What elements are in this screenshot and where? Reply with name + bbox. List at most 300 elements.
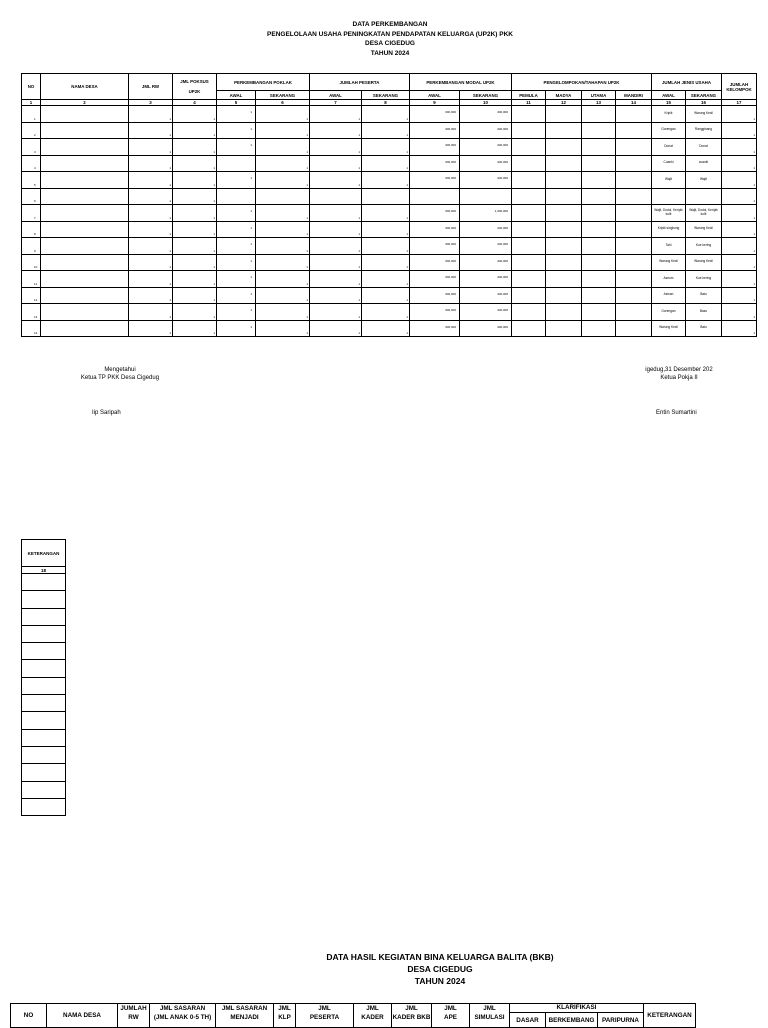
cell-jumlah-kelompok: 1 xyxy=(753,182,755,187)
keterangan-cell xyxy=(22,798,66,815)
cell-jml-rw: 1 xyxy=(169,232,171,236)
table-cell xyxy=(129,122,173,139)
cell-jml-rw: 1 xyxy=(169,149,171,154)
sub-madya: MADYA xyxy=(546,91,582,100)
bkb-header-klasifikasi: KLARIFIKASI xyxy=(510,1004,644,1013)
table-cell xyxy=(460,155,512,172)
table-cell xyxy=(686,155,722,172)
table-cell xyxy=(217,287,256,304)
table-cell xyxy=(217,155,256,172)
table-cell xyxy=(652,238,686,255)
table-cell xyxy=(129,271,173,288)
cell-peserta-sekarang: 1 xyxy=(406,182,408,187)
cell-modal-awal: 300,000 xyxy=(445,225,456,230)
table-cell xyxy=(722,205,757,222)
table-cell xyxy=(410,271,460,288)
table-cell xyxy=(546,106,582,123)
cell-modal-sekarang: 400,000 xyxy=(497,176,508,180)
table-cell xyxy=(460,106,512,123)
table-cell xyxy=(310,205,362,222)
sub-sekarang: SEKARANG xyxy=(460,91,512,100)
table-cell xyxy=(722,122,757,139)
table-cell xyxy=(460,320,512,337)
table-cell xyxy=(256,188,310,205)
table-cell xyxy=(582,106,616,123)
cell-peserta-awal: 1 xyxy=(358,232,360,236)
table-cell xyxy=(722,271,757,288)
table-cell xyxy=(22,155,41,172)
table-cell xyxy=(652,320,686,337)
cell-poklak-sekarang: 1 xyxy=(306,149,308,154)
table-cell xyxy=(173,205,217,222)
cell-jenis-awal: Donat xyxy=(664,143,673,148)
table-cell xyxy=(616,221,652,238)
sub-mandiri: MANDIRI xyxy=(616,91,652,100)
cell-jml-rw: 1 xyxy=(169,248,171,253)
table-cell xyxy=(546,155,582,172)
table-cell xyxy=(546,221,582,238)
table-cell xyxy=(362,155,410,172)
table-cell xyxy=(362,139,410,156)
table-cell xyxy=(129,139,173,156)
table-cell xyxy=(460,238,512,255)
row-number: 8 xyxy=(34,232,36,236)
sig-left-line1: Mengetahui xyxy=(104,367,136,373)
cell-peserta-sekarang: 1 xyxy=(406,166,408,170)
table-cell xyxy=(173,139,217,156)
table-cell xyxy=(722,221,757,238)
table-cell xyxy=(310,122,362,139)
cell-jml-rw: 1 xyxy=(169,314,171,319)
table-row xyxy=(22,221,757,238)
cell-poklak-awal: 1 xyxy=(250,126,252,131)
table-row xyxy=(22,238,757,255)
table-row xyxy=(22,254,757,271)
bkb-header-kader: JML KADER xyxy=(354,1004,392,1028)
table-cell xyxy=(129,155,173,172)
column-number: 11 xyxy=(512,100,546,106)
table-cell xyxy=(512,304,546,321)
sub-awal: AWAL xyxy=(217,91,256,100)
keterangan-row xyxy=(22,712,66,729)
bkb-title-line3: TAHUN 2024 xyxy=(414,976,466,986)
header-jml-rw: JML RW xyxy=(129,74,173,100)
table-cell xyxy=(310,320,362,337)
cell-modal-awal: 300,000 xyxy=(445,308,456,312)
cell-peserta-sekarang: 1 xyxy=(406,331,408,335)
table-cell xyxy=(410,287,460,304)
row-number: 1 xyxy=(34,116,36,121)
cell-modal-awal: 300,000 xyxy=(445,258,456,263)
table-cell xyxy=(310,106,362,123)
table-cell xyxy=(310,271,362,288)
table-cell xyxy=(310,155,362,172)
table-cell xyxy=(616,254,652,271)
table-cell xyxy=(652,106,686,123)
table-cell xyxy=(129,106,173,123)
table-cell xyxy=(616,106,652,123)
table-cell xyxy=(652,188,686,205)
row-number: 14 xyxy=(34,331,38,335)
table-row xyxy=(22,304,757,321)
cell-peserta-awal: 1 xyxy=(358,215,360,220)
table-cell xyxy=(686,122,722,139)
table-cell xyxy=(362,106,410,123)
table-cell xyxy=(310,139,362,156)
cell-jml-poksus: 1 xyxy=(213,248,215,253)
table-cell xyxy=(22,122,41,139)
cell-poklak-awal: 1 xyxy=(250,143,252,147)
cell-modal-sekarang: 400,000 xyxy=(497,308,508,312)
table-cell xyxy=(22,287,41,304)
table-cell xyxy=(722,188,757,205)
table-cell xyxy=(22,320,41,337)
table-cell xyxy=(362,304,410,321)
table-cell xyxy=(616,155,652,172)
cell-modal-sekarang: 400,000 xyxy=(497,159,508,164)
table-cell xyxy=(582,320,616,337)
table-cell xyxy=(582,271,616,288)
row-number: 10 xyxy=(34,265,38,269)
bkb-header-rw: JUMLAH RW xyxy=(118,1004,150,1028)
cell-peserta-sekarang: 1 xyxy=(406,265,408,269)
bkb-header-berkembang: BERKEMBANG xyxy=(546,1013,598,1028)
sub-sekarang: SEKARANG xyxy=(362,91,410,100)
row-number: 12 xyxy=(34,298,38,302)
row-number: 9 xyxy=(34,248,36,253)
cell-poklak-sekarang: 1 xyxy=(306,116,308,121)
table-cell xyxy=(256,304,310,321)
table-cell xyxy=(362,254,410,271)
cell-jml-poksus: 1 xyxy=(213,232,215,236)
cell-jenis-awal: Wajit xyxy=(665,176,672,181)
keterangan-row xyxy=(22,677,66,694)
table-cell xyxy=(410,304,460,321)
keterangan-cell xyxy=(22,712,66,729)
table-cell xyxy=(546,287,582,304)
table-cell xyxy=(652,205,686,222)
cell-peserta-awal: 1 xyxy=(358,182,360,187)
cell-jenis-awal: Gorengan xyxy=(661,127,676,132)
cell-jenis-awal: Gorengan xyxy=(661,308,676,313)
table-cell xyxy=(22,238,41,255)
table-cell xyxy=(41,271,129,288)
row-number: 3 xyxy=(34,149,36,154)
title-line-1: DATA PERKEMBANGAN xyxy=(352,21,428,28)
table-cell xyxy=(310,172,362,189)
column-number: 3 xyxy=(129,100,173,106)
table-cell xyxy=(256,238,310,255)
table-cell xyxy=(686,238,722,255)
table-cell xyxy=(512,139,546,156)
table-cell xyxy=(410,106,460,123)
keterangan-cell xyxy=(22,591,66,608)
table-cell xyxy=(217,271,256,288)
column-number: 2 xyxy=(41,100,129,106)
column-number: 15 xyxy=(652,100,686,106)
bkb-header-no: NO xyxy=(11,1004,47,1028)
table-cell xyxy=(41,221,129,238)
table-cell xyxy=(217,254,256,271)
cell-poklak-awal: 1 xyxy=(250,110,252,114)
cell-poklak-awal: 1 xyxy=(250,209,252,213)
cell-poklak-sekarang: 1 xyxy=(306,298,308,302)
cell-jenis-awal: Kripik singkong xyxy=(657,226,680,231)
keterangan-row xyxy=(22,729,66,746)
table-row xyxy=(22,320,757,337)
cell-jenis-sekarang: Wajit xyxy=(700,176,707,181)
row-number: 5 xyxy=(34,182,36,187)
sig-left-line2: Ketua TP PKK Desa Cigedug xyxy=(80,375,160,381)
table-cell xyxy=(256,139,310,156)
header-perkembangan-modal: PERKEMBANGAN MODAL UP2K xyxy=(410,74,512,91)
cell-modal-awal: 300,000 xyxy=(445,159,456,164)
table-cell xyxy=(512,205,546,222)
table-cell xyxy=(41,205,129,222)
column-number: 9 xyxy=(410,100,460,106)
table-cell xyxy=(173,320,217,337)
table-cell xyxy=(129,320,173,337)
cell-poklak-sekarang: 1 xyxy=(306,133,308,137)
cell-jml-poksus: 1 xyxy=(213,265,215,269)
column-number: 7 xyxy=(310,100,362,106)
cell-poklak-sekarang: 1 xyxy=(306,248,308,253)
table-cell xyxy=(546,205,582,222)
cell-poklak-sekarang: 1 xyxy=(306,281,308,286)
header-no: NO xyxy=(22,74,41,100)
cell-poklak-sekarang: 1 xyxy=(306,314,308,319)
keterangan-row xyxy=(22,781,66,798)
cell-peserta-sekarang: 1 xyxy=(406,116,408,121)
table-cell xyxy=(217,221,256,238)
table-cell xyxy=(582,155,616,172)
table-cell xyxy=(22,304,41,321)
table-cell xyxy=(686,172,722,189)
cell-jenis-awal: Asinan xyxy=(663,292,674,297)
keterangan-cell xyxy=(22,781,66,798)
cell-jml-poksus: 1 xyxy=(213,298,215,302)
table-cell xyxy=(410,155,460,172)
table-cell xyxy=(512,172,546,189)
cell-peserta-sekarang: 1 xyxy=(406,281,408,286)
sub-awal: AWAL xyxy=(310,91,362,100)
table-cell xyxy=(616,205,652,222)
cell-modal-awal: 300,000 xyxy=(445,242,456,246)
table-cell xyxy=(686,221,722,238)
table-cell xyxy=(41,155,129,172)
bkb-header-ape: JML APE xyxy=(432,1004,470,1028)
report-title xyxy=(0,20,768,58)
table-cell xyxy=(256,287,310,304)
table-cell xyxy=(582,172,616,189)
column-number: 17 xyxy=(722,100,757,106)
column-number: 16 xyxy=(686,100,722,106)
bkb-header-paripurna: PARIPURNA xyxy=(598,1013,644,1028)
cell-jenis-sekarang: Warung Kecil xyxy=(694,226,713,231)
keterangan-row xyxy=(22,574,66,591)
row-number: 2 xyxy=(34,133,36,137)
table-cell xyxy=(410,238,460,255)
table-cell xyxy=(512,254,546,271)
cell-peserta-awal: 1 xyxy=(358,298,360,302)
bkb-table xyxy=(10,1003,696,1028)
cell-jenis-awal: Kripik xyxy=(664,110,673,115)
cell-modal-awal: 300,000 xyxy=(445,209,456,213)
table-cell xyxy=(652,122,686,139)
cell-modal-sekarang: 400,000 xyxy=(497,324,508,329)
table-cell xyxy=(129,221,173,238)
table-cell xyxy=(582,238,616,255)
table-cell xyxy=(546,122,582,139)
table-cell xyxy=(546,271,582,288)
keterangan-row xyxy=(22,608,66,625)
table-cell xyxy=(410,139,460,156)
table-cell xyxy=(310,254,362,271)
table-cell xyxy=(652,304,686,321)
sub-sekarang: SEKARANG xyxy=(256,91,310,100)
table-cell xyxy=(546,320,582,337)
cell-jml-poksus: 1 xyxy=(213,182,215,187)
cell-jumlah-kelompok: 1 xyxy=(753,116,755,121)
cell-jml-poksus: 1 xyxy=(213,166,215,170)
table-cell xyxy=(173,304,217,321)
cell-jenis-sekarang: Rangginang xyxy=(694,127,713,132)
cell-jml-rw: 1 xyxy=(169,265,171,269)
cell-modal-sekarang: 400,000 xyxy=(497,110,508,114)
table-cell xyxy=(512,155,546,172)
table-row xyxy=(22,155,757,172)
table-cell xyxy=(129,254,173,271)
table-cell xyxy=(217,122,256,139)
table-cell xyxy=(686,139,722,156)
table-cell xyxy=(460,254,512,271)
sub-sekarang: SEKARANG xyxy=(686,91,722,100)
cell-jenis-sekarang: Warung Kecil xyxy=(694,110,713,115)
table-cell xyxy=(616,320,652,337)
table-cell xyxy=(173,188,217,205)
bkb-header-simulasi: JML SIMULASI xyxy=(470,1004,510,1028)
cell-peserta-awal: 1 xyxy=(358,116,360,121)
cell-poklak-awal: 1 xyxy=(250,324,252,329)
cell-jumlah-kelompok: 1 xyxy=(753,215,755,220)
cell-modal-awal: 300,000 xyxy=(445,291,456,296)
table-cell xyxy=(722,287,757,304)
table-cell xyxy=(173,106,217,123)
table-cell xyxy=(256,155,310,172)
cell-jml-rw: 1 xyxy=(169,298,171,302)
cell-jenis-sekarang: Donat xyxy=(699,143,708,148)
keterangan-row xyxy=(22,660,66,677)
table-cell xyxy=(582,205,616,222)
table-cell xyxy=(41,304,129,321)
table-cell xyxy=(652,287,686,304)
keterangan-cell xyxy=(22,625,66,642)
cell-peserta-awal: 1 xyxy=(358,248,360,253)
table-row xyxy=(22,287,757,304)
table-cell xyxy=(460,287,512,304)
cell-peserta-awal: 1 xyxy=(358,331,360,335)
table-cell xyxy=(616,188,652,205)
table-cell xyxy=(512,122,546,139)
keterangan-row xyxy=(22,798,66,815)
table-cell xyxy=(722,172,757,189)
table-cell xyxy=(256,320,310,337)
table-cell xyxy=(582,254,616,271)
keterangan-row xyxy=(22,764,66,781)
cell-peserta-awal: 1 xyxy=(358,166,360,170)
sig-right-line1: igedug,31 Desember 202 xyxy=(645,367,713,373)
table-cell xyxy=(217,320,256,337)
header-jenis-usaha: JUMLAH JENIS USAHA xyxy=(652,74,722,91)
table-cell xyxy=(582,221,616,238)
table-cell xyxy=(652,172,686,189)
cell-peserta-sekarang: 1 xyxy=(406,232,408,236)
cell-modal-awal: 300,000 xyxy=(445,176,456,180)
cell-peserta-sekarang: 1 xyxy=(406,133,408,137)
table-cell xyxy=(129,304,173,321)
table-cell xyxy=(616,122,652,139)
table-cell xyxy=(41,188,129,205)
cell-poklak-awal: 1 xyxy=(250,275,252,279)
up2k-table xyxy=(21,73,757,337)
keterangan-cell xyxy=(22,729,66,746)
cell-peserta-sekarang: 1 xyxy=(406,149,408,154)
table-cell xyxy=(217,139,256,156)
sub-awal: AWAL xyxy=(410,91,460,100)
table-row xyxy=(22,188,757,205)
column-number: 13 xyxy=(582,100,616,106)
cell-jenis-sekarang: Batu xyxy=(700,325,707,330)
table-cell xyxy=(722,254,757,271)
cell-jenis-awal: Warung Kecil xyxy=(659,259,678,264)
table-cell xyxy=(217,205,256,222)
table-row xyxy=(22,122,757,139)
cell-jml-poksus: 1 xyxy=(213,199,215,203)
cell-modal-awal: 300,000 xyxy=(445,143,456,147)
sig-right-line2: Ketua Pokja II xyxy=(660,375,698,381)
table-cell xyxy=(362,205,410,222)
cell-poklak-sekarang: 1 xyxy=(306,331,308,335)
signature-left xyxy=(70,366,170,382)
column-number: 1 xyxy=(22,100,41,106)
table-cell xyxy=(173,287,217,304)
cell-modal-sekarang: 400,000 xyxy=(497,126,508,131)
cell-jumlah-kelompok: 1 xyxy=(753,232,755,236)
table-cell xyxy=(460,188,512,205)
column-number: 12 xyxy=(546,100,582,106)
table-cell xyxy=(310,221,362,238)
table-cell xyxy=(410,254,460,271)
table-row xyxy=(22,271,757,288)
table-cell xyxy=(310,188,362,205)
table-cell xyxy=(616,139,652,156)
table-cell xyxy=(217,188,256,205)
table-cell xyxy=(362,172,410,189)
table-cell xyxy=(217,304,256,321)
cell-jenis-awal: Warung Kecil xyxy=(659,325,678,330)
table-cell xyxy=(652,254,686,271)
table-cell xyxy=(460,304,512,321)
bkb-header-menjadi: JML SASARAN MENJADI xyxy=(216,1004,274,1028)
cell-modal-sekarang: 400,000 xyxy=(497,275,508,279)
table-cell xyxy=(173,238,217,255)
table-cell xyxy=(512,188,546,205)
keterangan-cell xyxy=(22,660,66,677)
table-cell xyxy=(512,287,546,304)
table-cell xyxy=(41,287,129,304)
cell-jumlah-kelompok: 1 xyxy=(753,149,755,154)
cell-jumlah-kelompok: 1 xyxy=(753,133,755,137)
